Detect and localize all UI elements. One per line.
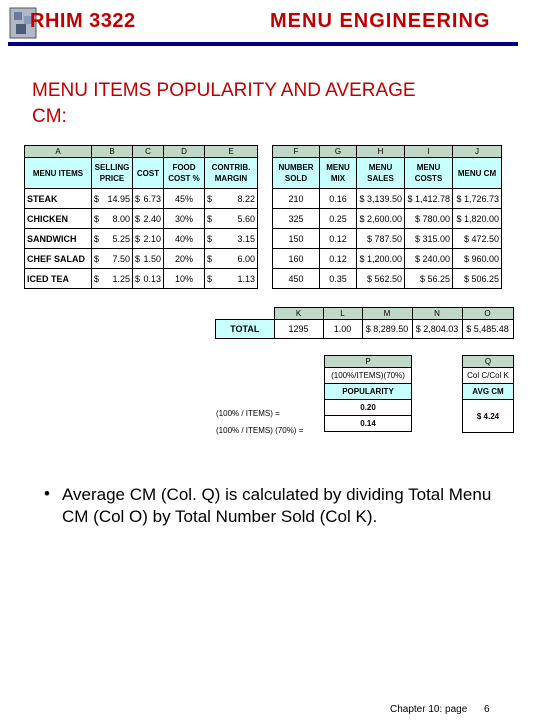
column-letter: Q xyxy=(463,356,514,368)
table-cell: $ 5.60 xyxy=(205,209,258,229)
table-cell: CHEF SALAD xyxy=(25,249,92,269)
table-cell: 0.16 xyxy=(320,189,357,209)
column-header: CONTRIB. MARGIN xyxy=(205,158,258,189)
column-letter-row xyxy=(25,146,502,158)
table-cell: STEAK xyxy=(25,189,92,209)
column-header: COST xyxy=(133,158,164,189)
column-letter: M xyxy=(362,308,412,320)
column-letter: O xyxy=(462,308,513,320)
column-letter: H xyxy=(357,146,405,158)
table-cell: 0.12 xyxy=(320,249,357,269)
slide-title: MENU ITEMS POPULARITY AND AVERAGE CM: xyxy=(32,80,416,127)
table-cell: $ 56.25 xyxy=(405,269,453,289)
column-header: MENU SALES xyxy=(357,158,405,189)
menu-spreadsheet xyxy=(24,145,502,289)
avg-cm-formula-header: Col C/Col K xyxy=(463,368,514,384)
popularity-formula-header: (100%/ITEMS)(70%) xyxy=(325,368,412,384)
table-cell: 45% xyxy=(164,189,205,209)
total-menu-sales: $ 8,289.50 xyxy=(362,320,412,339)
table-cell: $ 472.50 xyxy=(453,229,502,249)
column-letter: C xyxy=(133,146,164,158)
course-code: RHIM 3322 xyxy=(30,10,136,32)
table-row xyxy=(25,269,502,289)
table-cell: 0.25 xyxy=(320,209,357,229)
table-cell: $ 2,600.00 xyxy=(357,209,405,229)
column-header: SELLING PRICE xyxy=(92,158,133,189)
column-letter: L xyxy=(323,308,362,320)
total-number-sold: 1295 xyxy=(274,320,323,339)
table-cell: 30% xyxy=(164,209,205,229)
table-cell: $ 8.00 xyxy=(92,209,133,229)
column-letter: F xyxy=(273,146,320,158)
column-letter: A xyxy=(25,146,92,158)
table-cell: $ 1.13 xyxy=(205,269,258,289)
table-cell: 40% xyxy=(164,229,205,249)
table-cell: 0.12 xyxy=(320,229,357,249)
table-row xyxy=(25,249,502,269)
column-header: FOOD COST % xyxy=(164,158,205,189)
table-cell: $ 3,139.50 xyxy=(357,189,405,209)
table-cell: $ 3.15 xyxy=(205,229,258,249)
table-cell: 150 xyxy=(273,229,320,249)
table-cell: $ 8.22 xyxy=(205,189,258,209)
table-cell: $ 562.50 xyxy=(357,269,405,289)
table-cell: $ 1.25 xyxy=(92,269,133,289)
table-cell: 160 xyxy=(273,249,320,269)
total-label: TOTAL xyxy=(216,320,275,339)
table-cell: $ 2.40 xyxy=(133,209,164,229)
table-cell: ICED TEA xyxy=(25,269,92,289)
column-letter: B xyxy=(92,146,133,158)
column-header: MENU COSTS xyxy=(405,158,453,189)
table-cell: $ 14.95 xyxy=(92,189,133,209)
formula-label-1: (100% / ITEMS) = xyxy=(216,409,280,418)
table-row xyxy=(25,209,502,229)
formula-label-2: (100% / ITEMS) (70%) = xyxy=(216,426,304,435)
avg-cm-value: $ 4.24 xyxy=(463,400,514,433)
popularity-label: POPULARITY xyxy=(325,384,412,400)
table-cell: $ 2.10 xyxy=(133,229,164,249)
footer-chapter: Chapter 10: page xyxy=(390,704,468,715)
header-rule xyxy=(8,42,518,46)
total-menu-costs: $ 2,804.03 xyxy=(412,320,462,339)
total-menu-cm: $ 5,485.48 xyxy=(462,320,513,339)
column-header: MENU MIX xyxy=(320,158,357,189)
column-letter: J xyxy=(453,146,502,158)
column-header: MENU ITEMS xyxy=(25,158,92,189)
table-cell: 210 xyxy=(273,189,320,209)
table-cell: CHICKEN xyxy=(25,209,92,229)
column-letter: N xyxy=(412,308,462,320)
table-cell: $ 1,412.78 xyxy=(405,189,453,209)
popularity-table xyxy=(324,355,412,432)
table-cell: 450 xyxy=(273,269,320,289)
table-cell: $ 1,726.73 xyxy=(453,189,502,209)
avg-cm-table xyxy=(462,355,514,433)
table-cell: $ 780.00 xyxy=(405,209,453,229)
column-letter: D xyxy=(164,146,205,158)
bullet-icon: • xyxy=(44,484,50,503)
total-menu-mix: 1.00 xyxy=(323,320,362,339)
column-header: MENU CM xyxy=(453,158,502,189)
table-cell: $ 960.00 xyxy=(453,249,502,269)
popularity-value-2: 0.14 xyxy=(325,416,412,432)
table-cell: $ 5.25 xyxy=(92,229,133,249)
column-header: NUMBER SOLD xyxy=(273,158,320,189)
table-cell: $ 7.50 xyxy=(92,249,133,269)
table-cell: 325 xyxy=(273,209,320,229)
table-cell: $ 1,820.00 xyxy=(453,209,502,229)
table-cell: $ 787.50 xyxy=(357,229,405,249)
column-letter: I xyxy=(405,146,453,158)
table-cell: $ 315.00 xyxy=(405,229,453,249)
avg-cm-label: AVG CM xyxy=(463,384,514,400)
table-cell: 0.35 xyxy=(320,269,357,289)
menu-rows xyxy=(25,189,502,289)
table-row xyxy=(25,229,502,249)
table-cell: $ 1,200.00 xyxy=(357,249,405,269)
table-cell: $ 1.50 xyxy=(133,249,164,269)
table-cell: 20% xyxy=(164,249,205,269)
bullet-text: Average CM (Col. Q) is calculated by dividing Total Menu CM (Col O) by Total Number Sold (Col K). xyxy=(62,485,492,526)
table-cell: 10% xyxy=(164,269,205,289)
table-cell: $ 6.73 xyxy=(133,189,164,209)
deck-title: MENU ENGINEERING xyxy=(270,10,491,32)
table-cell: $ 240.00 xyxy=(405,249,453,269)
table-row xyxy=(25,189,502,209)
popularity-value-1: 0.20 xyxy=(325,400,412,416)
table-cell: $ 506.25 xyxy=(453,269,502,289)
table-cell: SANDWICH xyxy=(25,229,92,249)
column-letter: P xyxy=(325,356,412,368)
column-letter: E xyxy=(205,146,258,158)
table-cell: $ 6.00 xyxy=(205,249,258,269)
page-number: 6 xyxy=(484,704,490,715)
column-letter: G xyxy=(320,146,357,158)
column-letter: K xyxy=(274,308,323,320)
totals-table xyxy=(215,307,514,339)
table-cell: $ 0.13 xyxy=(133,269,164,289)
column-header-row xyxy=(25,158,502,189)
